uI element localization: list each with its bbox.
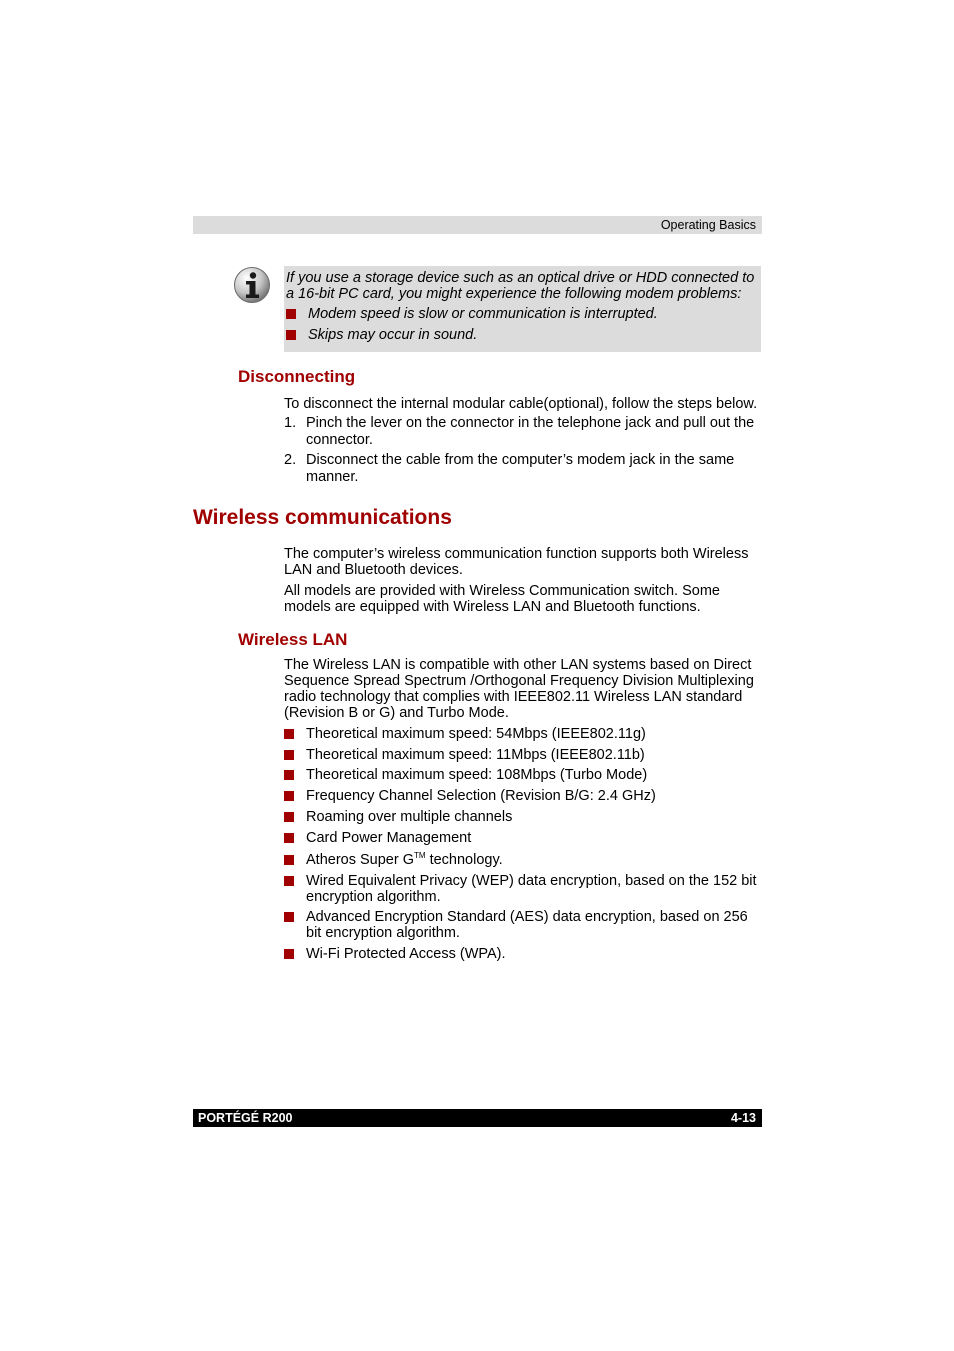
- square-bullet-icon: [284, 855, 294, 865]
- square-bullet-icon: [284, 833, 294, 843]
- page-header: [193, 216, 762, 234]
- wireless-paragraph-2: All models are provided with Wireless Communication switch. Some models are equipped with Wireless LAN and Bluetooth functions.: [284, 583, 720, 615]
- wireless-lan-heading: Wireless LAN: [238, 630, 348, 649]
- wireless-paragraph-1: The computer’s wireless communication function supports both Wireless LAN and Bluetooth devices.: [284, 546, 749, 578]
- disconnecting-heading: Disconnecting: [238, 367, 356, 386]
- footer-page-number: 4-13: [730, 1111, 756, 1125]
- footer-model: PORTÉGÉ R200: [198, 1111, 293, 1125]
- square-bullet-icon: [284, 812, 294, 822]
- wireless-heading: Wireless communications: [193, 506, 452, 529]
- square-bullet-icon: [284, 750, 294, 760]
- square-bullet-icon: [284, 791, 294, 801]
- page-footer: [193, 1109, 762, 1127]
- square-bullet-icon: [284, 949, 294, 959]
- square-bullet-icon: [284, 770, 294, 780]
- note-box: If you use a storage device such as an optical drive or HDD connected to a 16-bit PC card, you might experience the following modem problems: Modem speed is slow or communication is interrupted. Skips may occur in sound.: [284, 266, 761, 352]
- wireless-lan-intro: The Wireless LAN is compatible with other LAN systems based on Direct Sequence Spread Spectrum /Orthogonal Frequency Division Multiplexing radio technology that complies with IEEE802.11 Wireless LAN standard (Revision B or G) and Turbo Mode.: [284, 657, 754, 721]
- header-section-title: Operating Basics: [660, 218, 756, 232]
- square-bullet-icon: [286, 309, 296, 319]
- square-bullet-icon: [286, 330, 296, 340]
- square-bullet-icon: [284, 729, 294, 739]
- info-icon: [233, 266, 271, 304]
- square-bullet-icon: [284, 876, 294, 886]
- note-intro: If you use a storage device such as an optical drive or HDD connected to a 16-bit PC card, you might experience the following modem problems:: [286, 270, 755, 302]
- square-bullet-icon: [284, 912, 294, 922]
- disconnecting-intro: To disconnect the internal modular cable(optional), follow the steps below.: [284, 396, 758, 412]
